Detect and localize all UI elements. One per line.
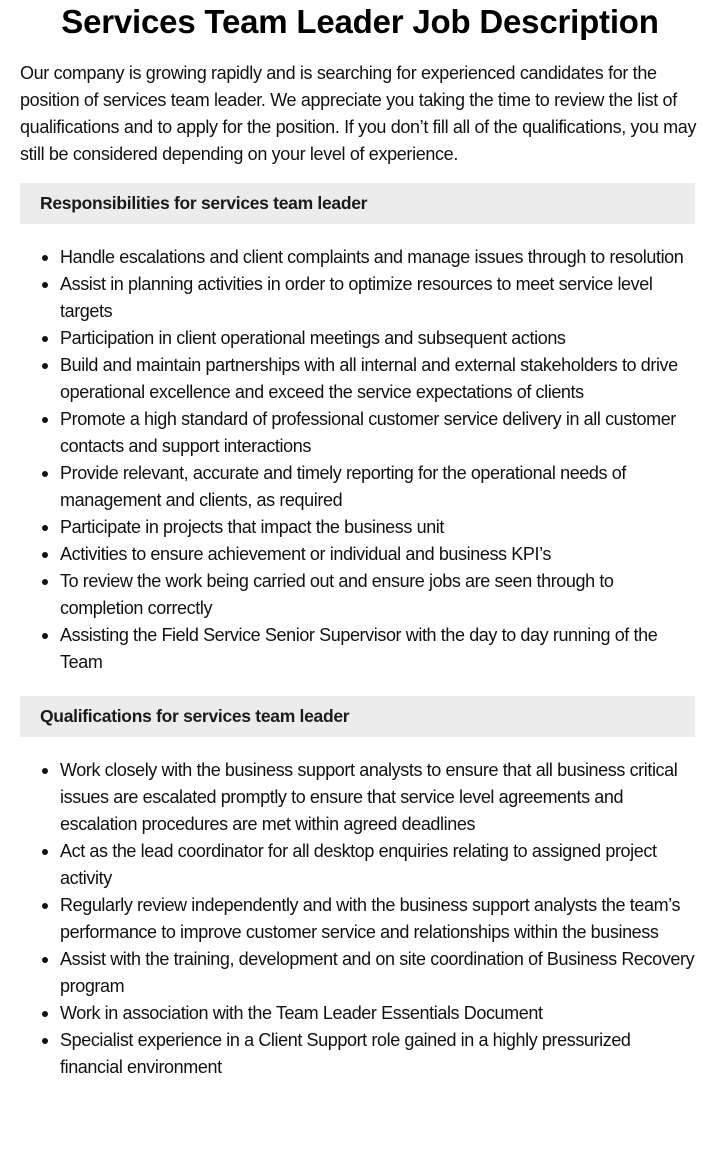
bullet-icon — [42, 363, 48, 369]
list-item — [60, 244, 700, 271]
bullet-icon — [42, 1011, 48, 1017]
bullet-icon — [42, 633, 48, 639]
list-item — [60, 1000, 700, 1027]
list-item — [60, 946, 700, 1000]
bullet-icon — [42, 471, 48, 477]
list-item-text: Specialist experience in a Client Support role gained in a highly pressurized financial environment — [60, 1030, 631, 1077]
bullet-icon — [42, 282, 48, 288]
responsibilities-list — [20, 244, 700, 676]
list-item — [60, 325, 700, 352]
list-item-text: Activities to ensure achievement or individual and business KPI’s — [60, 544, 551, 564]
list-item — [60, 892, 700, 946]
page-title: Services Team Leader Job Description — [61, 3, 659, 40]
list-item-text: Act as the lead coordinator for all desktop enquiries relating to assigned project activity — [60, 841, 657, 888]
bullet-icon — [42, 525, 48, 531]
list-item-text: Regularly review independently and with the business support analysts the team’s performance to improve customer service and relationships within the business — [60, 895, 681, 942]
list-item-text: Work in association with the Team Leader Essentials Document — [60, 1003, 543, 1023]
list-item — [60, 271, 700, 325]
list-item — [60, 757, 700, 838]
list-item — [60, 514, 700, 541]
list-item — [60, 622, 700, 676]
list-item-text: Assisting the Field Service Senior Supervisor with the day to day running of the Team — [60, 625, 658, 672]
bullet-icon — [42, 255, 48, 261]
list-item-text: Assist with the training, development and on site coordination of Business Recovery program — [60, 949, 695, 996]
bullet-icon — [42, 579, 48, 585]
list-item-text: Assist in planning activities in order to optimize resources to meet service level targets — [60, 274, 653, 321]
qualifications-section-header — [20, 696, 695, 737]
bullet-icon — [42, 417, 48, 423]
list-item-text: Handle escalations and client complaints and manage issues through to resolution — [60, 247, 684, 267]
qualifications-heading: Qualifications for services team leader — [40, 706, 350, 726]
list-item — [60, 460, 700, 514]
list-item — [60, 838, 700, 892]
list-item-text: Participate in projects that impact the business unit — [60, 517, 445, 537]
bullet-icon — [42, 552, 48, 558]
bullet-icon — [42, 903, 48, 909]
qualifications-list — [20, 757, 700, 1081]
list-item — [60, 541, 700, 568]
list-item-text: Participation in client operational meetings and subsequent actions — [60, 328, 566, 348]
bullet-icon — [42, 1038, 48, 1044]
bullet-icon — [42, 768, 48, 774]
list-item-text: Promote a high standard of professional customer service delivery in all customer contacts and support interactions — [60, 409, 676, 456]
list-item — [60, 1027, 700, 1081]
intro-paragraph: Our company is growing rapidly and is searching for experienced candidates for the position of services team leader. We appreciate you taking the time to review the list of qualifications and to apply for the position. If you don’t fill all of the qualifications, you may still be considered depending on your level of experience. — [20, 63, 697, 164]
list-item — [60, 406, 700, 460]
bullet-icon — [42, 849, 48, 855]
responsibilities-section-header — [20, 183, 695, 224]
list-item — [60, 352, 700, 406]
bullet-icon — [42, 336, 48, 342]
list-item-text: To review the work being carried out and ensure jobs are seen through to completion correctly — [60, 571, 614, 618]
list-item-text: Work closely with the business support analysts to ensure that all business critical issues are escalated promptly to ensure that service level agreements and escalation procedures are met within agreed deadlines — [60, 760, 678, 834]
list-item-text: Provide relevant, accurate and timely reporting for the operational needs of management and clients, as required — [60, 463, 626, 510]
list-item-text: Build and maintain partnerships with all internal and external stakeholders to drive operational excellence and exceed the service expectations of clients — [60, 355, 678, 402]
responsibilities-heading: Responsibilities for services team leader — [40, 193, 368, 213]
bullet-icon — [42, 957, 48, 963]
list-item — [60, 568, 700, 622]
